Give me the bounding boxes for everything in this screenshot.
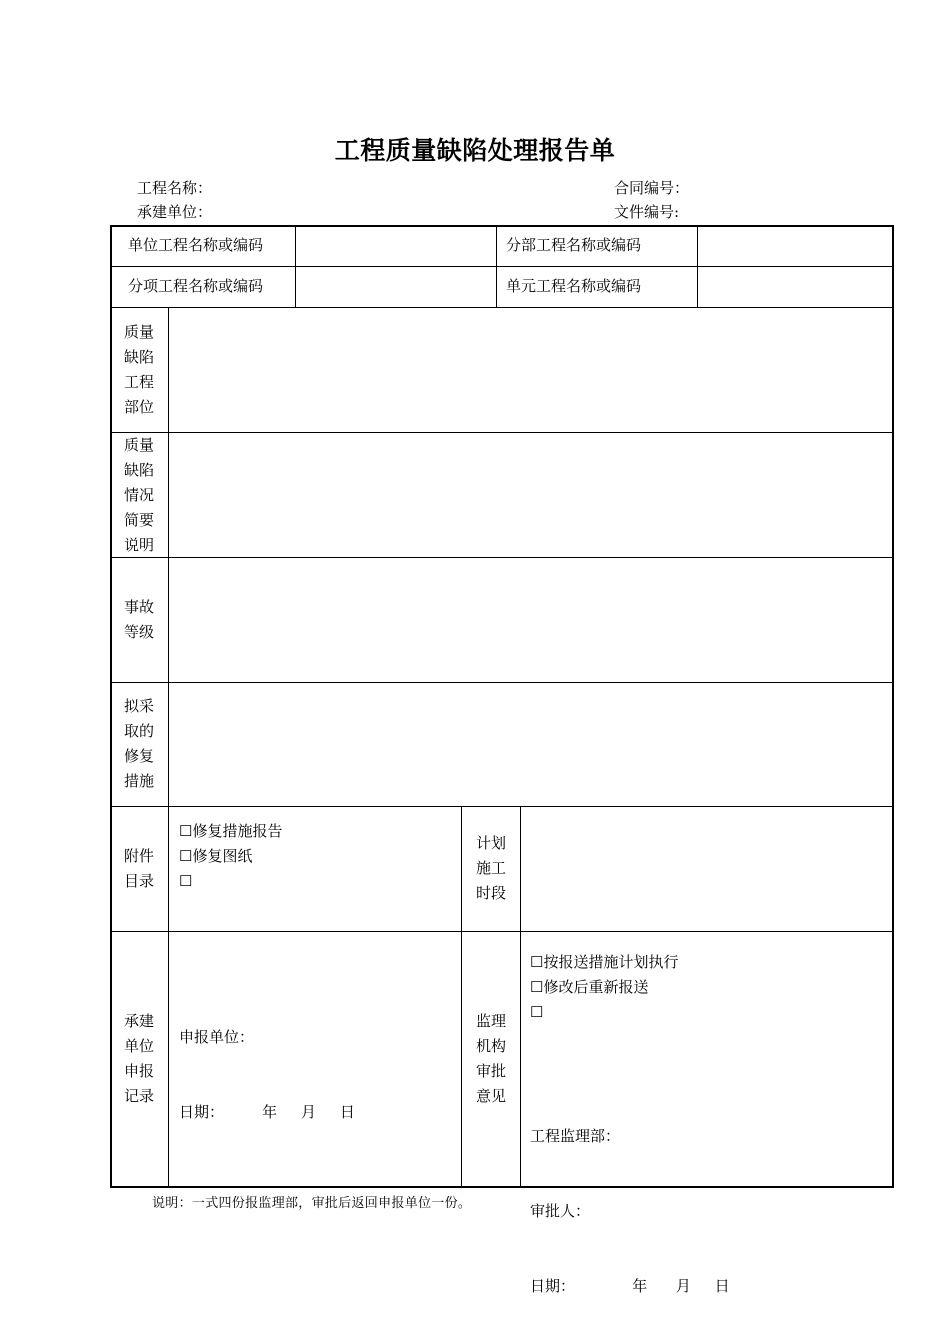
column-divider	[461, 806, 462, 1188]
column-divider	[496, 225, 497, 307]
file-no-label: 文件编号:	[614, 203, 680, 221]
column-divider	[168, 307, 169, 1188]
supervisor-option-checkbox[interactable]: ☐修改后重新报送	[530, 978, 649, 996]
page-title: 工程质量缺陷处理报告单	[334, 136, 616, 165]
row-divider	[110, 931, 894, 932]
repair-measures-label: 拟采 取的 修复 措施	[124, 697, 155, 790]
row-divider	[110, 557, 894, 558]
division-project-label: 分部工程名称或编码	[506, 236, 642, 254]
attachment-checkbox-item[interactable]: ☐	[179, 872, 193, 890]
row-divider	[110, 806, 894, 807]
row-divider	[110, 682, 894, 683]
row-divider	[110, 266, 894, 267]
supervisor-opinion-label: 监理 机构 审批 意见	[476, 1012, 507, 1105]
supervisor-option-checkbox[interactable]: ☐	[530, 1003, 544, 1021]
row-divider	[110, 307, 894, 308]
item-project-label: 分项工程名称或编码	[128, 277, 264, 295]
element-project-label: 单元工程名称或编码	[506, 277, 642, 295]
contractor-record-label: 承建 单位 申报 记录	[124, 1012, 155, 1105]
contractor-label: 承建单位：	[137, 203, 213, 221]
contract-no-label: 合同编号：	[614, 179, 690, 197]
accident-level-label: 事故 等级	[124, 598, 155, 641]
supervisor-option-checkbox[interactable]: ☐按报送措施计划执行	[530, 953, 679, 971]
schedule-label: 计划 施工 时段	[476, 834, 507, 902]
project-name-label: 工程名称：	[137, 179, 213, 197]
unit-project-label: 单位工程名称或编码	[128, 236, 264, 254]
attachment-checkbox-item[interactable]: ☐修复图纸	[179, 847, 253, 865]
footnote: 说明：一式四份报监理部，审批后返回申报单位一份。	[152, 1196, 472, 1211]
supervisor-options	[530, 950, 678, 1025]
supervisor-sign-lines: 工程监理部： 审批人： 日期： 年 月 日	[530, 1127, 730, 1295]
row-divider	[110, 432, 894, 433]
defect-location-label: 质量 缺陷 工程 部位	[124, 323, 155, 416]
attachments-list	[179, 819, 282, 894]
contractor-record-lines: 申报单位： 日期： 年 月 日	[179, 1028, 355, 1121]
attachments-label: 附件 目录	[124, 847, 155, 890]
attachment-checkbox-item[interactable]: ☐修复措施报告	[179, 822, 283, 840]
column-divider	[697, 225, 698, 307]
column-divider	[295, 225, 296, 307]
column-divider	[520, 806, 521, 1188]
defect-description-label: 质量 缺陷 情况 简要 说明	[124, 436, 155, 554]
